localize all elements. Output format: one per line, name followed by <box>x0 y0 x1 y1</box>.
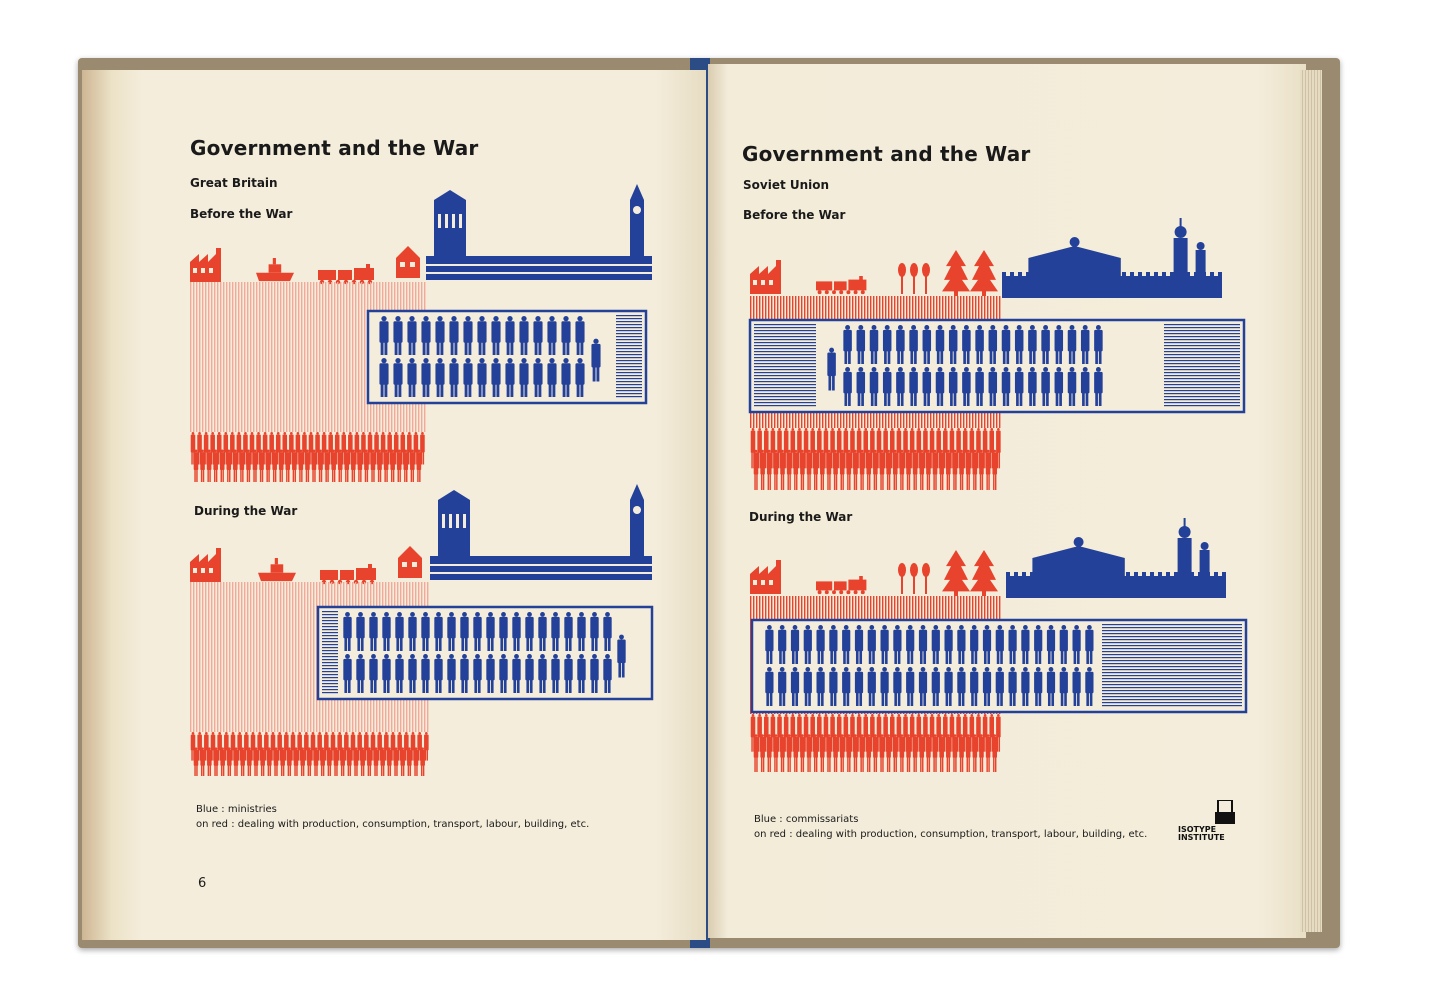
person-icon <box>240 747 245 776</box>
left-legend-red: on red : dealing with production, consumption, transport, labour, building, etc. <box>196 819 590 830</box>
person-icon <box>767 450 772 490</box>
person-icon <box>979 734 984 772</box>
crowd-icon <box>191 732 429 776</box>
ministries-box <box>368 311 646 403</box>
person-icon <box>394 747 399 776</box>
person-icon <box>280 747 285 776</box>
ministries-box <box>752 620 1246 712</box>
person-icon <box>893 450 898 490</box>
person-icon <box>880 734 885 772</box>
person-icon <box>992 450 997 490</box>
person-icon <box>358 450 363 483</box>
person-icon <box>374 747 379 776</box>
person-icon <box>233 450 238 483</box>
person-icon <box>390 450 395 483</box>
right-during-chart <box>750 500 1250 790</box>
person-icon <box>774 450 779 490</box>
person-icon <box>833 734 838 772</box>
factory-icon <box>750 560 781 594</box>
person-icon <box>840 734 845 772</box>
right-before-chart <box>750 200 1250 500</box>
person-icon <box>226 450 231 483</box>
person-icon <box>340 747 345 776</box>
person-icon <box>847 450 852 490</box>
person-icon <box>194 747 199 776</box>
person-icon <box>900 734 905 772</box>
person-icon <box>866 450 871 490</box>
person-icon <box>220 747 225 776</box>
logo-line-2: INSTITUTE <box>1178 833 1225 842</box>
person-icon <box>294 747 299 776</box>
ship-icon <box>258 558 296 581</box>
person-icon <box>371 450 376 483</box>
person-icon <box>307 747 312 776</box>
person-icon <box>380 747 385 776</box>
right-legend <box>754 812 1147 842</box>
logo-line-1: ISOTYPE <box>1178 825 1217 834</box>
person-icon <box>774 734 779 772</box>
person-icon <box>214 747 219 776</box>
person-icon <box>260 747 265 776</box>
person-icon <box>417 450 422 483</box>
wheat-icon <box>922 263 930 294</box>
person-icon <box>254 747 259 776</box>
wheat-icon <box>898 563 906 594</box>
person-icon <box>920 450 925 490</box>
person-icon <box>913 734 918 772</box>
person-icon <box>351 450 356 483</box>
person-icon <box>966 734 971 772</box>
person-icon <box>986 734 991 772</box>
page-number: 6 <box>198 876 207 891</box>
person-icon <box>959 734 964 772</box>
wheat-icon <box>898 263 906 294</box>
person-icon <box>285 450 290 483</box>
person-icon <box>973 734 978 772</box>
factory-icon <box>190 548 221 582</box>
person-icon <box>959 450 964 490</box>
person-icon <box>767 734 772 772</box>
person-icon <box>946 734 951 772</box>
left-country-label: Great Britain <box>190 176 278 190</box>
ministries-box <box>318 607 652 699</box>
house-icon <box>398 546 422 578</box>
person-icon <box>397 450 402 483</box>
person-icon <box>946 450 951 490</box>
person-icon <box>787 734 792 772</box>
person-icon <box>833 450 838 490</box>
tree-icon <box>942 250 970 296</box>
person-icon <box>953 734 958 772</box>
person-icon <box>900 450 905 490</box>
person-icon <box>354 747 359 776</box>
person-icon <box>400 747 405 776</box>
person-icon <box>360 747 365 776</box>
person-icon <box>287 747 292 776</box>
person-icon <box>387 747 392 776</box>
isotype-logo-text <box>1178 826 1225 842</box>
person-icon <box>820 450 825 490</box>
tree-icon <box>970 250 998 296</box>
person-icon <box>853 734 858 772</box>
right-country-label: Soviet Union <box>743 178 830 192</box>
person-icon <box>207 747 212 776</box>
person-icon <box>410 450 415 483</box>
person-icon <box>780 734 785 772</box>
kremlin-icon <box>1006 518 1226 598</box>
person-icon <box>246 450 251 483</box>
wheat-icon <box>922 563 930 594</box>
person-icon <box>893 734 898 772</box>
person-icon <box>327 747 332 776</box>
person-icon <box>320 747 325 776</box>
person-icon <box>813 734 818 772</box>
person-icon <box>780 450 785 490</box>
person-icon <box>800 734 805 772</box>
person-icon <box>347 747 352 776</box>
ministries-box <box>750 320 1244 412</box>
person-icon <box>926 734 931 772</box>
person-icon <box>754 734 759 772</box>
person-icon <box>754 450 759 490</box>
person-icon <box>318 450 323 483</box>
person-icon <box>939 450 944 490</box>
right-legend-red: on red : dealing with production, consumption, transport, labour, building, etc. <box>754 829 1148 840</box>
person-icon <box>813 450 818 490</box>
person-icon <box>213 450 218 483</box>
person-icon <box>800 450 805 490</box>
person-icon <box>820 734 825 772</box>
person-icon <box>853 450 858 490</box>
person-icon <box>267 747 272 776</box>
person-icon <box>873 450 878 490</box>
person-icon <box>760 450 765 490</box>
person-icon <box>880 450 885 490</box>
train-icon <box>318 264 374 284</box>
person-icon <box>299 450 304 483</box>
person-icon <box>331 450 336 483</box>
person-icon <box>807 734 812 772</box>
train-icon <box>816 276 866 294</box>
person-icon <box>253 450 258 483</box>
person-icon <box>407 747 412 776</box>
person-icon <box>272 450 277 483</box>
person-icon <box>266 450 271 483</box>
left-page-title: Government and the War <box>190 136 479 160</box>
ship-icon <box>256 258 294 281</box>
person-icon <box>827 734 832 772</box>
person-icon <box>840 450 845 490</box>
person-icon <box>920 734 925 772</box>
person-icon <box>367 747 372 776</box>
right-page-title: Government and the War <box>742 142 1031 166</box>
wheat-icon <box>910 563 918 594</box>
person-icon <box>312 450 317 483</box>
person-icon <box>325 450 330 483</box>
person-icon <box>200 747 205 776</box>
person-icon <box>384 450 389 483</box>
person-icon <box>807 450 812 490</box>
parliament-icon <box>426 184 652 280</box>
left-during-label: During the War <box>194 504 298 518</box>
person-icon <box>234 747 239 776</box>
person-icon <box>979 450 984 490</box>
person-icon <box>860 450 865 490</box>
person-icon <box>794 734 799 772</box>
person-icon <box>886 734 891 772</box>
person-icon <box>933 734 938 772</box>
person-icon <box>873 734 878 772</box>
person-icon <box>926 450 931 490</box>
person-icon <box>913 450 918 490</box>
person-icon <box>377 450 382 483</box>
person-icon <box>986 450 991 490</box>
kremlin-icon <box>1002 218 1222 298</box>
tree-icon <box>942 550 970 596</box>
person-icon <box>274 747 279 776</box>
person-icon <box>992 734 997 772</box>
person-icon <box>300 747 305 776</box>
train-icon <box>816 576 866 594</box>
right-during-label: During the War <box>749 510 853 524</box>
page-edges <box>1300 70 1322 932</box>
factory-icon <box>750 260 781 294</box>
person-icon <box>860 734 865 772</box>
person-icon <box>933 450 938 490</box>
person-icon <box>364 450 369 483</box>
left-legend <box>196 802 589 832</box>
person-icon <box>847 734 852 772</box>
person-icon <box>292 450 297 483</box>
person-icon <box>344 450 349 483</box>
person-icon <box>939 734 944 772</box>
person-icon <box>906 734 911 772</box>
wheat-icon <box>910 263 918 294</box>
person-icon <box>314 747 319 776</box>
crowd-icon <box>191 432 425 482</box>
left-before-chart <box>190 180 660 490</box>
person-icon <box>906 450 911 490</box>
isotype-logo <box>1178 800 1252 842</box>
person-icon <box>338 450 343 483</box>
person-icon <box>279 450 284 483</box>
person-icon <box>420 747 425 776</box>
person-icon <box>827 450 832 490</box>
person-icon <box>953 450 958 490</box>
person-icon <box>200 450 205 483</box>
crowd-icon <box>751 714 1001 772</box>
right-legend-blue: Blue : commissariats <box>754 814 859 825</box>
house-icon <box>396 246 420 278</box>
person-icon <box>886 450 891 490</box>
person-icon <box>787 450 792 490</box>
right-before-label: Before the War <box>743 208 846 222</box>
factory-icon <box>190 248 221 282</box>
train-icon <box>320 564 376 584</box>
person-icon <box>247 747 252 776</box>
crowd-icon <box>751 428 1001 490</box>
person-icon <box>760 734 765 772</box>
person-icon <box>334 747 339 776</box>
person-icon <box>240 450 245 483</box>
person-icon <box>866 734 871 772</box>
person-icon <box>259 450 264 483</box>
person-icon <box>220 450 225 483</box>
person-icon <box>966 450 971 490</box>
person-icon <box>794 450 799 490</box>
person-icon <box>973 450 978 490</box>
person-icon <box>305 450 310 483</box>
person-icon <box>403 450 408 483</box>
tree-icon <box>970 550 998 596</box>
person-icon <box>194 450 199 483</box>
left-during-chart <box>190 480 660 780</box>
person-icon <box>227 747 232 776</box>
person-icon <box>414 747 419 776</box>
parliament-icon <box>430 484 652 580</box>
person-icon <box>207 450 212 483</box>
left-legend-blue: Blue : ministries <box>196 804 277 815</box>
left-before-label: Before the War <box>190 207 293 221</box>
